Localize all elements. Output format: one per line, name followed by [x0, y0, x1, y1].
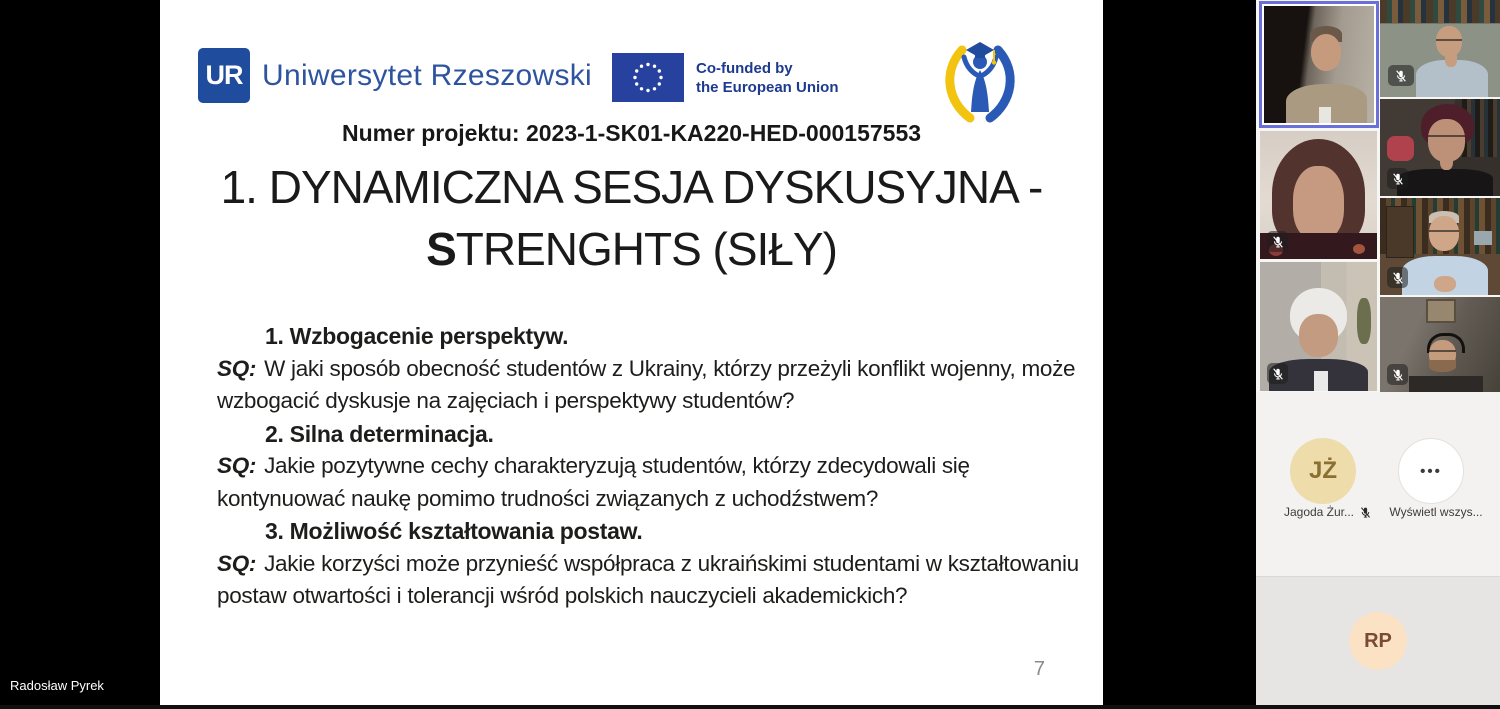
show-all-label: Wyświetl wszys... [1389, 505, 1483, 519]
bottom-edge [0, 705, 1500, 709]
point-heading: 3. Możliwość kształtowania postaw. [265, 518, 643, 544]
mic-muted-icon [1267, 231, 1288, 252]
participants-sidebar [1256, 0, 1500, 705]
mic-muted-icon [1267, 363, 1288, 384]
mic-muted-icon [1359, 506, 1372, 519]
video-tile-woman-glasses[interactable] [1380, 99, 1500, 196]
mic-muted-icon [1387, 267, 1408, 288]
slide-title-line2: STRENGHTS (SIŁY) [426, 223, 837, 275]
point-heading: 1. Wzbogacenie perspektyw. [265, 323, 569, 349]
eu-flag-icon [612, 53, 684, 102]
slide-title-line1: 1. DYNAMICZNA SESJA DYSKUSYJNA - [220, 161, 1043, 213]
video-tile-man-glasses[interactable] [1380, 0, 1500, 97]
video-grid [1256, 0, 1500, 392]
video-tile-man-library[interactable] [1380, 198, 1500, 295]
point-question-cont: postaw otwartości i tolerancji wśród polskich nauczycieli akademickich? [217, 583, 908, 608]
eu-cofunded-logo [612, 53, 839, 102]
slide-body [217, 320, 1087, 613]
participant-name-label: Jagoda Żur... [1270, 505, 1386, 519]
mic-muted-icon [1388, 65, 1414, 86]
point-question: SQ: Jakie pozytywne cechy charakteryzują studentów, którzy zdecydowali się [217, 453, 970, 478]
overflow-participants [1256, 392, 1500, 576]
video-tile-woman-auburn[interactable] [1260, 131, 1377, 259]
video-tile-active-speaker[interactable] [1259, 1, 1379, 128]
mic-muted-icon [1387, 168, 1408, 189]
show-all-button[interactable]: ••• [1398, 438, 1464, 504]
presenter-name-label: Radosław Pyrek [10, 678, 104, 693]
point-question-cont: kontynuować naukę pomimo trudności związanych z uchodźstwem? [217, 485, 879, 511]
university-logo [198, 48, 592, 103]
participant-avatar-jz[interactable]: JŻ [1290, 438, 1356, 504]
point-question: SQ: Jakie korzyści może przynieść współpraca z ukraińskimi studentami w kształtowaniu [217, 550, 1079, 576]
point-question-cont: wzbogacić dyskusje na zajęciach i perspektywy studentów? [217, 388, 795, 413]
project-number: Numer projektu: 2023-1-SK01-KA220-HED-000157553 [341, 120, 922, 146]
project-graduate-logo-icon [930, 28, 1030, 128]
university-name: Uniwersytet Rzeszowski [262, 58, 593, 92]
shared-presentation-slide [160, 0, 1103, 705]
ur-monogram-icon: UR [198, 48, 250, 103]
video-tile-man-headphones[interactable] [1380, 297, 1500, 392]
self-avatar-rp: RP [1349, 612, 1407, 670]
eu-cofunded-line2: the European Union [696, 78, 839, 96]
point-question: SQ: W jaki sposób obecność studentów z Ukrainy, którzy przeżyli konflikt wojenny, może [217, 355, 1076, 381]
self-view-area [1256, 576, 1500, 705]
slide-page-number: 7 [1033, 658, 1045, 680]
point-heading: 2. Silna determinacja. [265, 420, 494, 447]
mic-muted-icon [1387, 364, 1408, 385]
eu-cofunded-line1: Co-funded by [696, 59, 793, 77]
participant-video [1264, 6, 1374, 123]
slide-title [160, 156, 1103, 280]
video-tile-woman-white-hair[interactable] [1260, 262, 1377, 391]
